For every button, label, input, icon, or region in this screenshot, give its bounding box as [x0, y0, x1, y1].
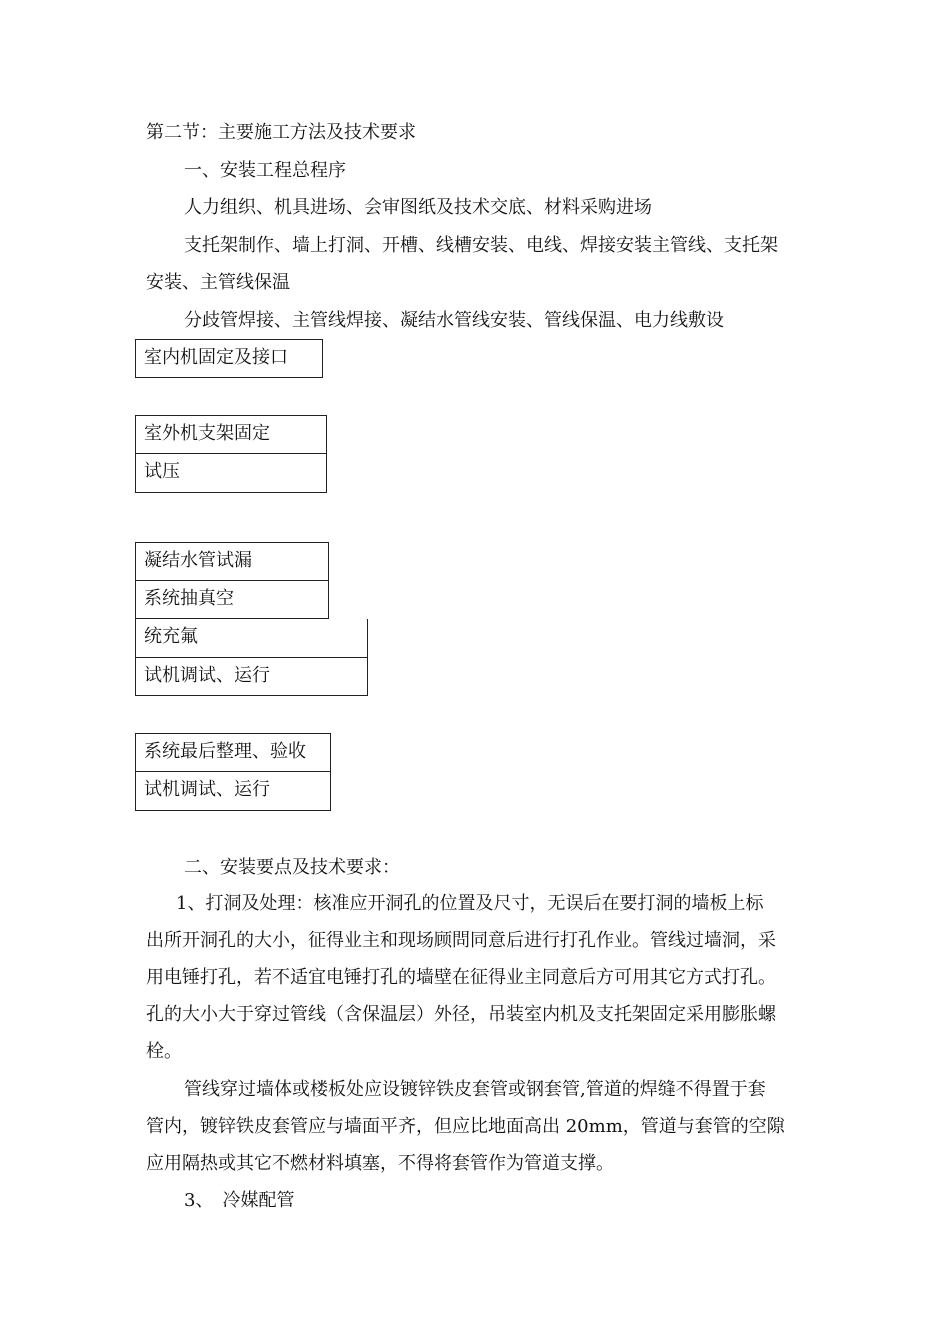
flow-box-outdoor-bracket: 室外机支架固定 — [135, 415, 327, 454]
item-3-refrigerant-piping: 3、 冷媒配管 — [184, 1190, 295, 1211]
paragraph-2-line-1: 管线穿过墙体或楼板处应设镀锌铁皮套管或钢套管,管道的焊缝不得置于套 — [184, 1079, 766, 1100]
paragraph-1-line-2: 出所开洞孔的大小，征得业主和现场顾問同意后进行打孔作业。管线过墙洞，采 — [146, 930, 776, 951]
section2-title: 二、安装要点及技术要求： — [184, 857, 400, 878]
flow-box-vacuum: 系统抽真空 — [135, 581, 329, 619]
paragraph-1-line-1: 1、打洞及处理：核准应开洞孔的位置及尺寸，无误后在要打洞的墙板上标 — [176, 893, 764, 914]
paragraph-2-line-2: 管内，镀锌铁皮套管应与墙面平齐，但应比地面高出 20mm，管道与套管的空隙 — [146, 1116, 785, 1137]
procedure-step-1: 人力组织、机具进场、会审图纸及技术交底、材料采购进场 — [184, 197, 652, 218]
flow-box-final-acceptance: 系统最后整理、验收 — [135, 733, 331, 772]
section1-title: 一、安装工程总程序 — [184, 160, 346, 181]
flow-box-condensate-test: 凝结水管试漏 — [135, 542, 329, 581]
flow-box-trial-run-2: 试机调试、运行 — [135, 772, 331, 811]
procedure-step-2-line-2: 安装、主管线保温 — [146, 272, 290, 293]
flow-box-indoor-unit: 室内机固定及接口 — [135, 339, 323, 378]
procedure-step-2-line-1: 支托架制作、墙上打洞、开槽、线槽安装、电线、焊接安装主管线、支托架 — [184, 235, 778, 256]
paragraph-1-line-5: 栓。 — [146, 1041, 182, 1062]
flow-box-refrigerant-charge: 统充氟 — [135, 619, 368, 657]
procedure-step-3: 分歧管焊接、主管线焊接、凝结水管线安装、管线保温、电力线敷设 — [184, 310, 724, 331]
section-heading: 第二节：主要施工方法及技术要求 — [146, 122, 416, 143]
paragraph-1-line-3: 用电锤打孔，若不适宜电锤打孔的墙壁在征得业主同意后方可用其它方式打孔。 — [146, 967, 776, 988]
flow-box-pressure-test: 试压 — [135, 454, 327, 493]
paragraph-1-line-4: 孔的大小大于穿过管线（含保温层）外径，吊装室内机及支托架固定采用膨胀螺 — [146, 1004, 776, 1025]
paragraph-2-line-3: 应用隔热或其它不燃材料填塞，不得将套管作为管道支撑。 — [146, 1153, 614, 1174]
flow-box-trial-run-1: 试机调试、运行 — [135, 657, 368, 696]
